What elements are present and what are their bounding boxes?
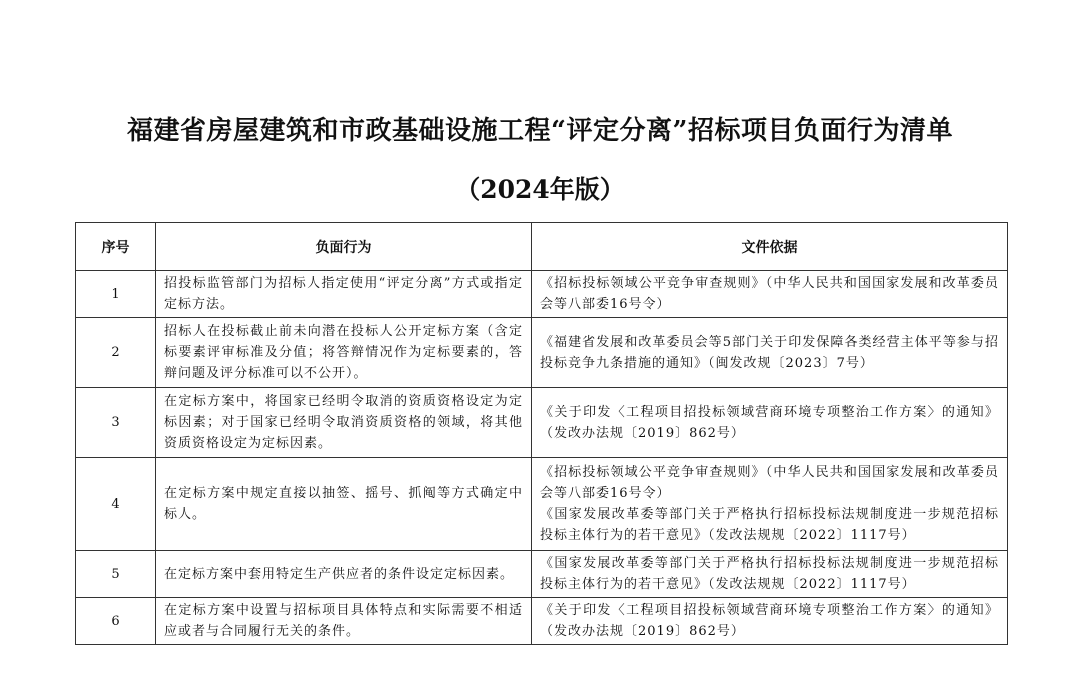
table-row	[76, 551, 1008, 598]
row-basis	[532, 458, 1008, 551]
row-behavior: 在定标方案中，将国家已经明令取消的资质资格设定为定标因素；对于国家已经明令取消资质资格的领域，将其他资质资格设定为定标因素。	[156, 388, 532, 458]
row-basis	[532, 388, 1008, 458]
row-behavior: 招标人在投标截止前未向潜在投标人公开定标方案（含定标要素评审标准及分值；将答辩情况作为定标要素的，答辩问题及评分标准可以不公开）。	[156, 318, 532, 388]
table-row	[76, 271, 1008, 318]
row-basis	[532, 318, 1008, 388]
row-basis	[532, 271, 1008, 318]
basis-document: 《招标投标领域公平竞争审查规则》（中华人民共和国国家发展和改革委员会等八部委16号令）	[540, 465, 999, 501]
row-index: 2	[76, 318, 156, 388]
basis-document: 《国家发展改革委等部门关于严格执行招标投标法规制度进一步规范招标投标主体行为的若干意见》（发改法规规〔2022〕1117号）	[540, 507, 999, 543]
row-basis	[532, 598, 1008, 645]
table-row	[76, 598, 1008, 645]
basis-document: 《关于印发〈工程项目招投标领域营商环境专项整治工作方案〉的通知》（发改办法规〔2019〕862号）	[540, 404, 999, 441]
basis-document: 《福建省发展和改革委员会等5部门关于印发保障各类经营主体平等参与招投标竞争九条措施的通知》（闽发改规〔2023〕7号）	[540, 334, 999, 371]
row-index: 5	[76, 551, 156, 598]
document-subtitle: （2024年版）	[455, 175, 625, 204]
row-behavior: 招投标监管部门为招标人指定使用“评定分离”方式或指定定标方法。	[156, 271, 532, 318]
header-index: 序号	[76, 223, 156, 271]
basis-document: 《关于印发〈工程项目招投标领域营商环境专项整治工作方案〉的通知》（发改办法规〔2019〕862号）	[540, 603, 999, 639]
table-row	[76, 318, 1008, 388]
negative-behavior-table	[75, 222, 1008, 645]
table-row	[76, 388, 1008, 458]
row-index: 3	[76, 388, 156, 458]
table-row	[76, 458, 1008, 551]
row-behavior: 在定标方案中规定直接以抽签、摇号、抓阄等方式确定中标人。	[156, 458, 532, 551]
row-index: 6	[76, 598, 156, 645]
row-behavior: 在定标方案中设置与招标项目具体特点和实际需要不相适应或者与合同履行无关的条件。	[156, 598, 532, 645]
document-title: 福建省房屋建筑和市政基础设施工程“评定分离”招标项目负面行为清单	[127, 116, 953, 146]
row-index: 4	[76, 458, 156, 551]
header-basis: 文件依据	[532, 223, 1008, 271]
table-header-row	[76, 223, 1008, 271]
basis-document: 《国家发展改革委等部门关于严格执行招标投标法规制度进一步规范招标投标主体行为的若干意见》（发改法规规〔2022〕1117号）	[540, 556, 999, 592]
row-basis	[532, 551, 1008, 598]
basis-document: 《招标投标领域公平竞争审查规则》（中华人民共和国国家发展和改革委员会等八部委16号令）	[540, 276, 999, 312]
header-behavior: 负面行为	[156, 223, 532, 271]
row-behavior: 在定标方案中套用特定生产供应者的条件设定定标因素。	[156, 551, 532, 598]
row-index: 1	[76, 271, 156, 318]
